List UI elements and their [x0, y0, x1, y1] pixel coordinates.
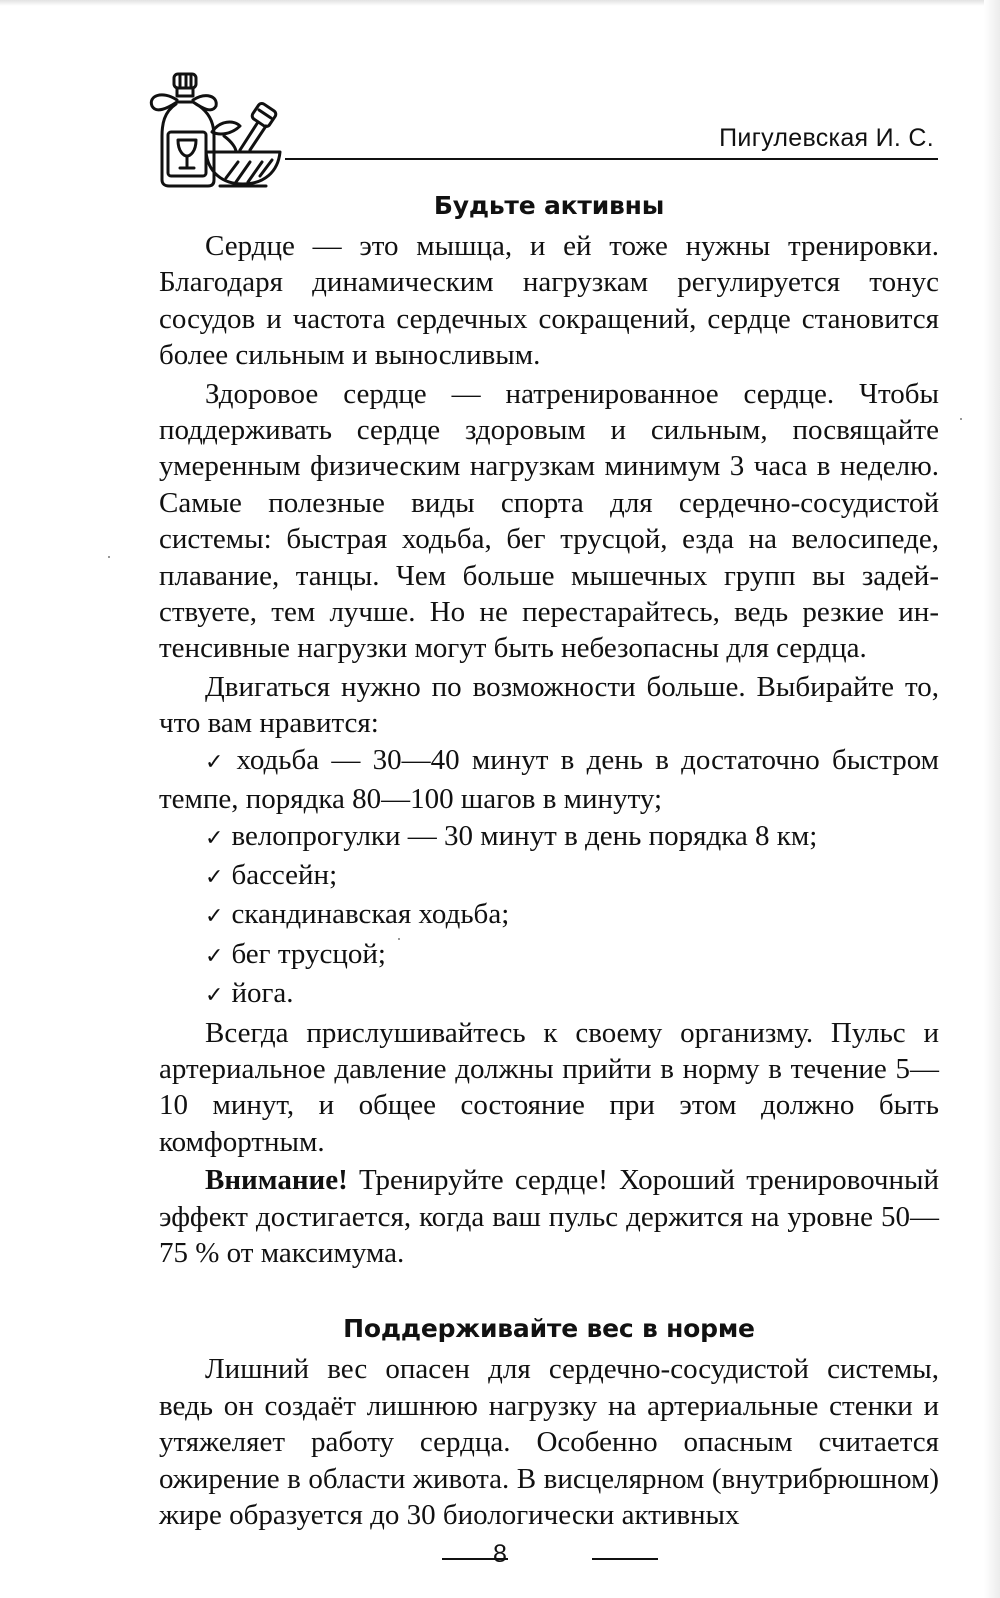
- paragraph: Лишний вес опасен для сердечно-сосудистой системы, ведь он создаёт лишнюю нагрузку на артериальные стенки и утяжеляет работу сердца. Особенно опасным считается ожирение в области живота. В висцелярном (внутрибрюшном) жире образуется до 30 биологически активных: [159, 1353, 939, 1531]
- checkmark-icon: ✓: [205, 943, 224, 969]
- activity-list: [159, 742, 939, 1015]
- page-content: [159, 186, 939, 1533]
- paragraph: Всегда прислушивайтесь к своему организму. Пульс и артериальное давление должны прийти в норму в течение 5—10 минут, и общее состояние при этом должно быть комфортным.: [159, 1016, 939, 1158]
- list-item: [159, 742, 939, 818]
- checkmark-icon: ✓: [205, 983, 224, 1009]
- apothecary-bottle-and-mortar-icon: [140, 62, 285, 192]
- list-item: [159, 896, 939, 935]
- page-number: 8: [493, 1540, 507, 1568]
- page-top-edge-shadow: [0, 0, 1000, 6]
- list-item-text: йога.: [231, 977, 294, 1010]
- list-item-text: бассейн;: [231, 858, 338, 891]
- scan-speck: [108, 556, 110, 558]
- section-title-be-active: Будьте активны: [433, 191, 665, 220]
- header-rule: [285, 158, 938, 160]
- section-title-weight: Поддерживайте вес в норме: [343, 1314, 755, 1344]
- warning-label: Внимание!: [205, 1164, 348, 1197]
- folio-rule-right: [592, 1558, 658, 1560]
- checkmark-icon: ✓: [205, 749, 229, 775]
- paragraph: Здоровое сердце — натренированное сердце. Чтобы поддерживать сердце здоровым и сильным, посвящайте умеренным физическим нагрузкам минимум 3 часа в неделю. Самые полезные виды спорта для сердечно-сосудистой системы: быстрая ходьба, бег трусцой, езда на велосипеде, плавание, танцы. Чем больше мышечных групп вы задействуете, тем лучше. Но не перестарайтесь, ведь резкие интенсивные нагрузки могут быть небезопасны для сердца.: [159, 377, 939, 665]
- paragraph: Сердце — это мышца, и ей тоже нужны тренировки. Благодаря динамическим нагрузкам регулируется тонус сосудов и частота сердечных сокращений, сердце становится более сильным и выносливым.: [159, 230, 939, 372]
- list-item-text: бег трусцой;: [231, 937, 386, 970]
- list-item-text: ходьба — 30—40 минут в день в достаточно быстром темпе, порядка 80—100 шагов в минуту;: [159, 743, 939, 816]
- list-item: [159, 857, 939, 896]
- checkmark-icon: ✓: [205, 825, 224, 851]
- list-item: [159, 818, 939, 857]
- warning-paragraph: [159, 1162, 939, 1271]
- page-right-edge-shadow: [984, 0, 1000, 1598]
- list-item: [159, 936, 939, 975]
- checkmark-icon: ✓: [205, 864, 224, 890]
- list-item-text: скандинавская ходьба;: [231, 898, 510, 931]
- running-header-author: Пигулевская И. С.: [719, 124, 934, 152]
- paragraph: Двигаться нужно по возможности больше. Выбирайте то, что вам нравится:: [159, 670, 939, 740]
- scan-speck: [960, 418, 962, 420]
- checkmark-icon: ✓: [205, 904, 224, 930]
- warning-text: Тренируйте сердце! Хороший тренировочный эффект достигается, когда ваш пульс держится на уровне 50—75 % от максимума.: [159, 1164, 939, 1269]
- list-item: [159, 975, 939, 1014]
- list-item-text: велопрогулки — 30 минут в день порядка 8 км;: [231, 819, 818, 852]
- scan-speck: [398, 938, 400, 940]
